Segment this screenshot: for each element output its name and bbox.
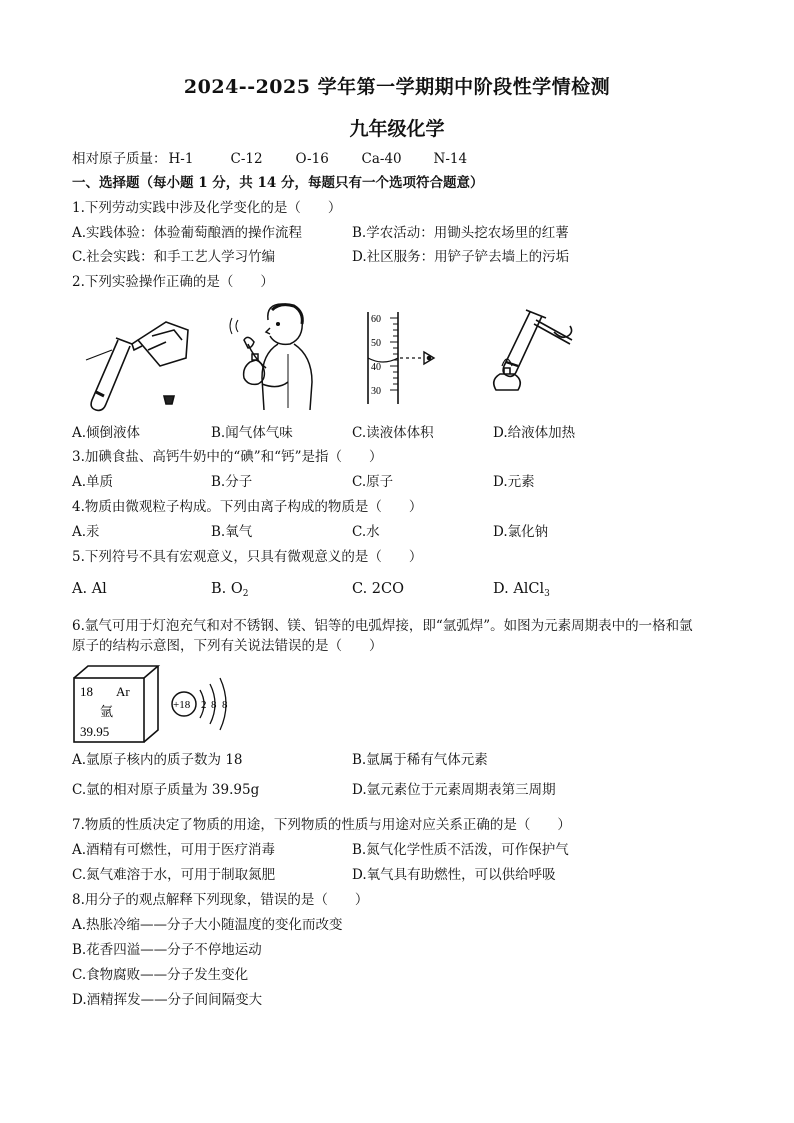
q3-option-a[interactable]: A.单质 — [72, 474, 114, 490]
smelling-gas-figure — [218, 298, 328, 416]
q7-option-c[interactable]: C.氮气难溶于水，可用于制取氮肥 — [72, 867, 276, 883]
shell-2-electrons: 8 — [211, 699, 217, 711]
q8-option-d[interactable]: D.酒精挥发——分子间间隔变大 — [72, 992, 263, 1008]
q4-option-b[interactable]: B.氧气 — [211, 524, 253, 540]
q1-option-c[interactable]: C.社会实践：和手工艺人学习竹编 — [72, 249, 276, 265]
q5-option-b-text: B. O — [211, 581, 243, 597]
q5-option-d-subscript: 3 — [544, 589, 550, 599]
q2-option-b[interactable]: B.闻气体气味 — [211, 425, 293, 441]
q8-option-a[interactable]: A.热胀冷缩——分子大小随温度的变化而改变 — [72, 917, 343, 933]
cell-atomic-number: 18 — [80, 684, 93, 699]
heating-liquid-figure — [474, 300, 578, 404]
section-heading: 一、选择题（每小题 1 分，共 14 分，每题只有一个选项符合题意） — [72, 175, 484, 191]
atomic-mass-h: H-1 — [168, 151, 194, 167]
q2-option-d[interactable]: D.给液体加热 — [493, 425, 576, 441]
q2-option-a[interactable]: A.倾倒液体 — [72, 425, 141, 441]
atomic-mass-c: C-12 — [230, 151, 263, 167]
cell-symbol: Ar — [116, 684, 130, 699]
q4-option-c[interactable]: C.水 — [352, 524, 380, 540]
cylinder-tick-60: 60 — [371, 314, 381, 325]
nucleus-charge: +18 — [173, 699, 191, 711]
atomic-mass-n: N-14 — [433, 151, 468, 167]
pouring-liquid-figure — [78, 300, 198, 415]
q7-stem: 7.物质的性质决定了物质的用途，下列物质的性质与用途对应关系正确的是（ ） — [72, 817, 571, 833]
cell-atomic-mass: 39.95 — [80, 724, 110, 739]
atomic-mass-ca: Ca-40 — [361, 151, 402, 167]
periodic-table-cell — [72, 664, 162, 744]
q1-stem: 1.下列劳动实践中涉及化学变化的是（ ） — [72, 200, 342, 216]
q7-option-a[interactable]: A.酒精有可燃性，可用于医疗消毒 — [72, 842, 276, 858]
q1-option-d[interactable]: D.社区服务：用铲子铲去墙上的污垢 — [352, 249, 570, 265]
q6-option-c[interactable]: C.氩的相对原子质量为 39.95g — [72, 782, 260, 798]
q3-option-d[interactable]: D.元素 — [493, 474, 535, 490]
q4-stem: 4.物质由微观粒子构成。下列由离子构成的物质是（ ） — [72, 499, 423, 515]
q5-option-b[interactable] — [211, 580, 249, 603]
cylinder-tick-50: 50 — [371, 338, 381, 349]
q1-option-b[interactable]: B.学农活动：用锄头挖农场里的红薯 — [352, 225, 569, 241]
atomic-masses-label: 相对原子质量： — [72, 151, 167, 167]
shell-1-electrons: 2 — [201, 699, 207, 711]
q8-option-b[interactable]: B.花香四溢——分子不停地运动 — [72, 942, 262, 958]
q3-option-c[interactable]: C.原子 — [352, 474, 394, 490]
atomic-masses — [72, 150, 467, 168]
q7-option-b[interactable]: B.氮气化学性质不活泼，可作保护气 — [352, 842, 569, 858]
cell-element-name: 氩 — [100, 705, 114, 720]
cylinder-tick-30: 30 — [371, 386, 381, 397]
q5-option-d[interactable] — [493, 580, 550, 603]
q5-stem: 5.下列符号不具有宏观意义，只具有微观意义的是（ ） — [72, 549, 423, 565]
q6-option-d[interactable]: D.氩元素位于元素周期表第三周期 — [352, 782, 556, 798]
graduated-cylinder-figure — [362, 308, 452, 408]
q5-option-c[interactable]: C. 2CO — [352, 581, 405, 597]
q2-option-c[interactable]: C.读液体体积 — [352, 425, 434, 441]
q2-stem: 2.下列实验操作正确的是（ ） — [72, 274, 274, 290]
q4-option-d[interactable]: D.氯化钠 — [493, 524, 549, 540]
q6-option-a[interactable]: A.氩原子核内的质子数为 18 — [72, 752, 243, 768]
q8-option-c[interactable]: C.食物腐败——分子发生变化 — [72, 967, 249, 983]
shell-3-electrons: 8 — [222, 699, 228, 711]
q5-option-a[interactable]: A. Al — [72, 581, 107, 597]
q7-option-d[interactable]: D.氧气具有助燃性，可以供给呼吸 — [352, 867, 556, 883]
argon-atom-structure — [168, 670, 238, 734]
q6-stem-line2: 原子的结构示意图，下列有关说法错误的是（ ） — [72, 638, 383, 654]
cylinder-tick-40: 40 — [371, 362, 381, 373]
exam-subtitle: 九年级化学 — [349, 118, 445, 140]
q1-option-a[interactable]: A.实践体验：体验葡萄酿酒的操作流程 — [72, 225, 303, 241]
atomic-mass-o: O-16 — [295, 151, 329, 167]
q3-option-b[interactable]: B.分子 — [211, 474, 253, 490]
q6-option-b[interactable]: B.氩属于稀有气体元素 — [352, 752, 488, 768]
exam-title: 2024--2025 学年第一学期期中阶段性学情检测 — [183, 76, 611, 98]
q5-option-b-subscript: 2 — [242, 589, 249, 599]
q6-stem-line1: 6.氩气可用于灯泡充气和对不锈钢、镁、铝等的电弧焊接，即“氩弧焊”。如图为元素周期表中的一格和氩 — [72, 618, 693, 634]
q3-stem: 3.加碘食盐、高钙牛奶中的“碘”和“钙”是指（ ） — [72, 449, 383, 465]
q4-option-a[interactable]: A.汞 — [72, 524, 100, 540]
q5-option-d-text: D. AlCl — [493, 581, 545, 597]
q8-stem: 8.用分子的观点解释下列现象，错误的是（ ） — [72, 892, 369, 908]
